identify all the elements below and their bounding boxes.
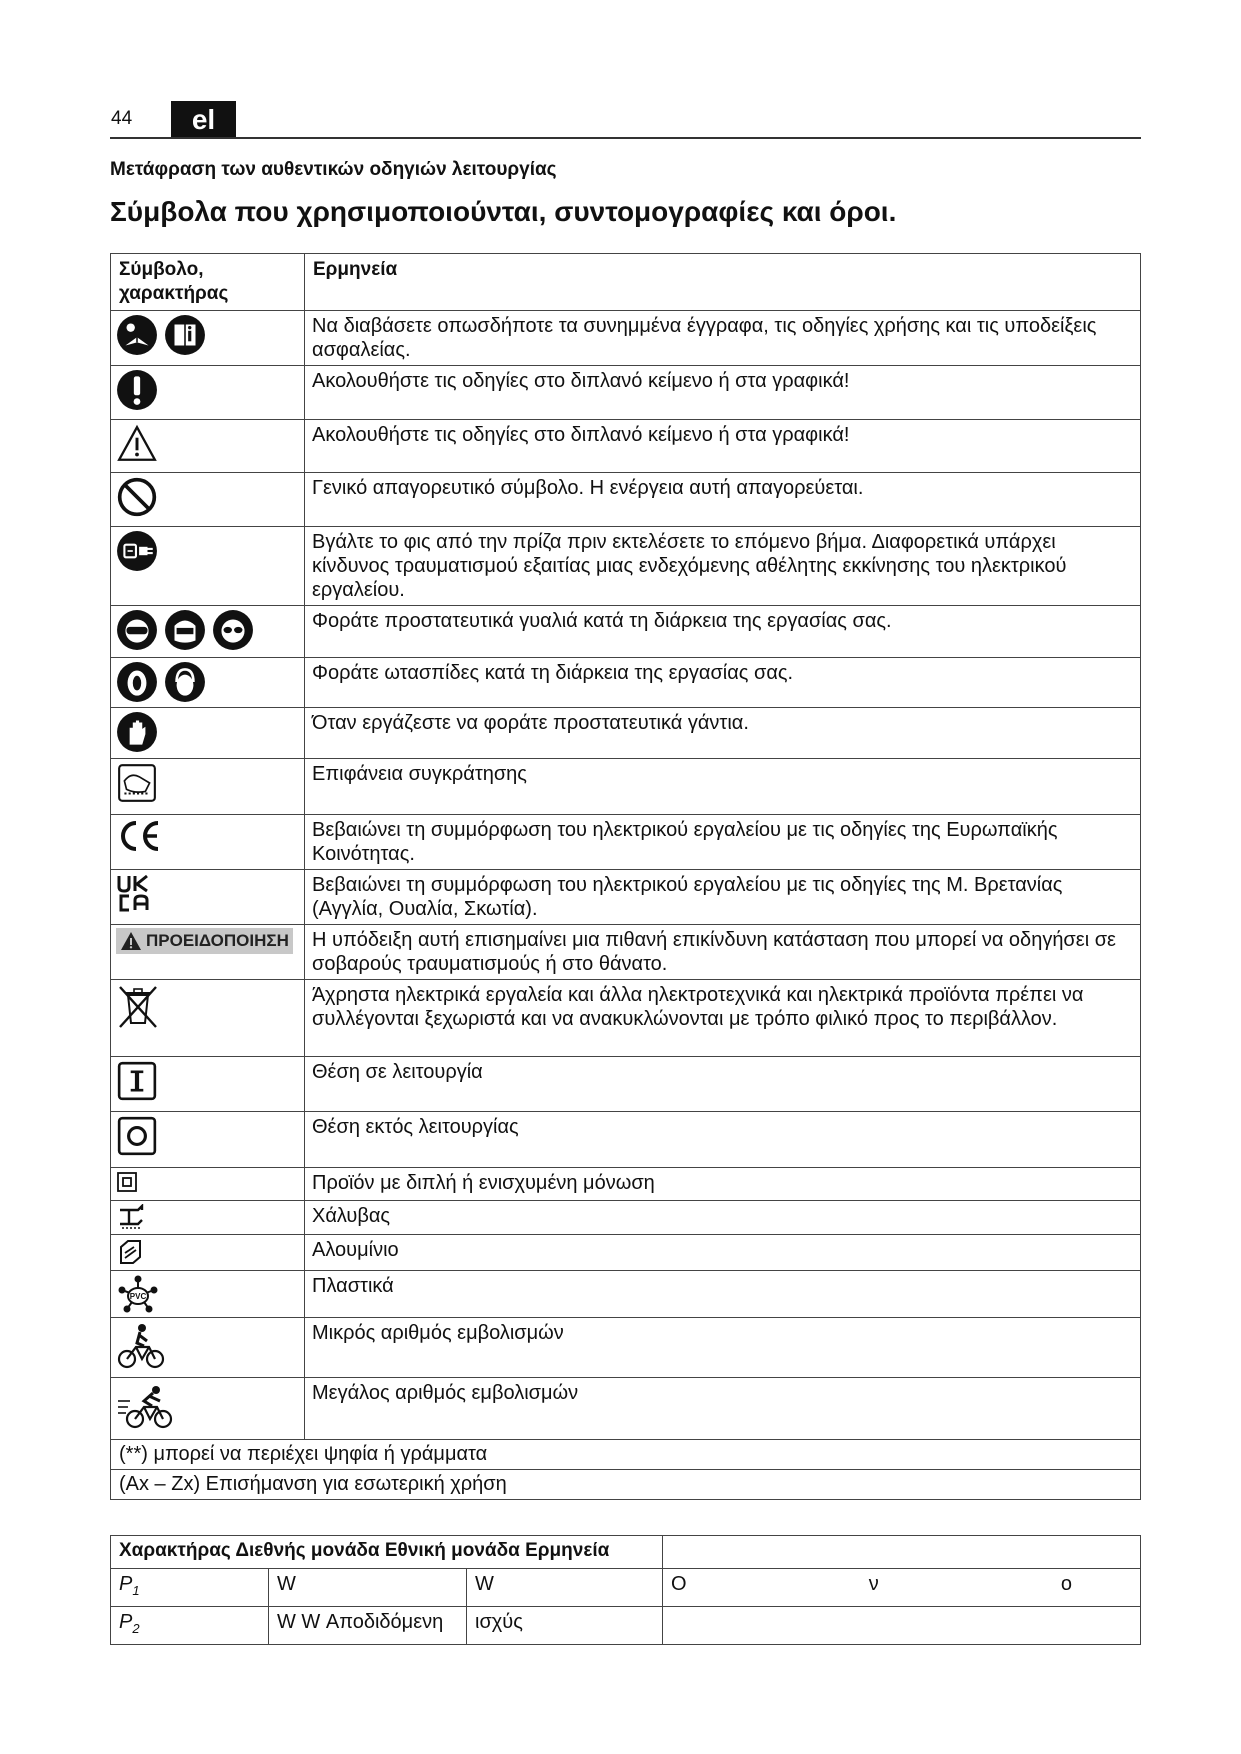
unit-meaning: O ν ο <box>663 1569 1141 1607</box>
face-shield-icon <box>164 609 206 651</box>
table-row <box>111 759 1141 815</box>
units-header-row <box>111 1536 1141 1569</box>
table-row <box>111 366 1141 420</box>
symbol-meaning: Ακολουθήστε τις οδηγίες στο διπλανό κείμενο ή στα γραφικά! <box>305 420 1141 473</box>
table-note-row <box>111 1440 1141 1470</box>
table-row <box>111 1318 1141 1378</box>
warning-label-text: ΠΡΟΕΙΔΟΠΟΙΗΣΗ <box>146 931 289 950</box>
symbol-meaning: Η υπόδειξη αυτή επισημαίνει μια πιθανή επικίνδυνη κατάσταση που μπορεί να οδηγήσει σε σοβαρούς τραυματισμούς ή στο θάνατο. <box>305 925 1141 980</box>
symbol-meaning: Θέση εκτός λειτουργίας <box>305 1112 1141 1168</box>
table-row <box>111 311 1141 366</box>
warning-label-icon <box>116 928 293 954</box>
table-row <box>111 606 1141 658</box>
mandatory-exclamation-icon <box>116 369 158 411</box>
symbol-meaning: Προϊόν με διπλή ή ενισχυμένη μόνωση <box>305 1168 1141 1201</box>
table-row <box>111 1607 1141 1645</box>
safety-glasses-icon <box>212 609 254 651</box>
language-tab: el <box>171 101 236 139</box>
ear-protection-icon <box>116 661 158 703</box>
document-subtitle: Μετάφραση των αυθεντικών οδηγιών λειτουργίας <box>110 159 557 180</box>
section-title: Σύμβολα που χρησιμοποιούνται, συντομογραφίες και όροι. <box>110 196 897 227</box>
intl-unit: W W Αποδιδόμενη <box>269 1607 467 1645</box>
gloves-icon <box>116 711 158 753</box>
weee-bin-icon <box>116 983 160 1031</box>
ear-muffs-icon <box>164 661 206 703</box>
table-row <box>111 1569 1141 1607</box>
table-row <box>111 1057 1141 1112</box>
table-row <box>111 420 1141 473</box>
aluminium-icon <box>116 1238 146 1266</box>
symbol-meaning: Αλουμίνιο <box>305 1235 1141 1271</box>
symbol-meaning: Όταν εργάζεστε να φοράτε προστατευτικά γάντια. <box>305 708 1141 759</box>
svg-text:PVC: PVC <box>129 1292 147 1301</box>
table-row <box>111 473 1141 527</box>
symbol-meaning: Φοράτε προστατευτικά γυαλιά κατά τη διάρκεια της εργασίας σας. <box>305 606 1141 658</box>
table-row <box>111 1168 1141 1201</box>
warning-triangle-icon <box>116 423 158 465</box>
unit-symbol: $P_2$ <box>111 1607 269 1645</box>
symbol-meaning: Να διαβάσετε οπωσδήποτε τα συνημμένα έγγραφα, τις οδηγίες χρήσης και τις υποδείξεις ασφαλείας. <box>305 311 1141 366</box>
table-row <box>111 658 1141 708</box>
table-row <box>111 1378 1141 1440</box>
unit-symbol: $P_1$ <box>111 1569 269 1607</box>
table-row <box>111 527 1141 606</box>
symbol-meaning: Βεβαιώνει τη συμμόρφωση του ηλεκτρικού εργαλείου με τις οδηγίες της Μ. Βρετανίας (Αγγλία, Ουαλία, Σκωτία). <box>305 870 1141 925</box>
ce-mark-icon <box>116 818 162 854</box>
symbol-meaning: Γενικό απαγορευτικό σύμβολο. Η ενέργεια αυτή απαγορεύεται. <box>305 473 1141 527</box>
natl-unit: ισχύς <box>467 1607 663 1645</box>
power-off-icon <box>116 1115 158 1157</box>
prohibition-icon <box>116 476 158 518</box>
unit-meaning <box>663 1607 1141 1645</box>
page-number: 44 <box>111 108 133 129</box>
symbol-meaning: Βγάλτε το φις από την πρίζα πριν εκτελέσετε το επόμενο βήμα. Διαφορετικά υπάρχει κίνδυνος τραυματισμού εξαιτίας μιας ενδεχόμενης αθέλητης εκκίνησης του ηλεκτρικού εργαλείου. <box>305 527 1141 606</box>
fast-bicycle-icon <box>116 1381 174 1431</box>
table-row <box>111 1271 1141 1318</box>
symbols-table <box>110 253 1141 1500</box>
header-rule <box>110 137 1141 139</box>
table-row <box>111 870 1141 925</box>
steel-icon <box>116 1204 146 1230</box>
power-on-icon <box>116 1060 158 1102</box>
natl-unit: W <box>467 1569 663 1607</box>
info-book-icon <box>164 314 206 356</box>
grip-surface-icon <box>116 762 158 804</box>
units-header-empty <box>663 1536 1141 1569</box>
slow-bicycle-icon <box>116 1321 166 1371</box>
table-row <box>111 708 1141 759</box>
symbol-meaning: Βεβαιώνει τη συμμόρφωση του ηλεκτρικού εργαλείου με τις οδηγίες της Ευρωπαϊκής Κοινότητας. <box>305 815 1141 870</box>
table-note-row <box>111 1470 1141 1500</box>
table-row <box>111 1201 1141 1235</box>
table-row <box>111 925 1141 980</box>
table-row <box>111 815 1141 870</box>
units-header: Χαρακτήρας Διεθνής μονάδα Εθνική μονάδα Ερμηνεία <box>111 1536 663 1569</box>
symbol-meaning: Επιφάνεια συγκράτησης <box>305 759 1141 815</box>
symbol-meaning: Πλαστικά <box>305 1271 1141 1318</box>
table-header-row <box>111 254 1141 311</box>
symbol-meaning: Θέση σε λειτουργία <box>305 1057 1141 1112</box>
symbol-meaning: Μικρός αριθμός εμβολισμών <box>305 1318 1141 1378</box>
unplug-icon <box>116 530 158 572</box>
pvc-plastic-icon <box>116 1274 160 1314</box>
symbol-meaning: Άχρηστα ηλεκτρικά εργαλεία και άλλα ηλεκτροτεχνικά και ηλεκτρικά προϊόντα πρέπει να συλλέγονται ξεχωριστά και να ανακυκλώνονται με τρόπο φιλικό προς το περιβάλλον. <box>305 980 1141 1057</box>
table-row <box>111 1112 1141 1168</box>
table-row <box>111 980 1141 1057</box>
table-note: (Ax – Zx) Επισήμανση για εσωτερική χρήση <box>111 1470 1141 1500</box>
goggles-icon <box>116 609 158 651</box>
symbol-meaning: Μεγάλος αριθμός εμβολισμών <box>305 1378 1141 1440</box>
table-note: (**) μπορεί να περιέχει ψηφία ή γράμματα <box>111 1440 1141 1470</box>
symbol-meaning: Ακολουθήστε τις οδηγίες στο διπλανό κείμενο ή στα γραφικά! <box>305 366 1141 420</box>
symbol-meaning: Χάλυβας <box>305 1201 1141 1235</box>
double-insulation-icon <box>116 1171 138 1193</box>
intl-unit: W <box>269 1569 467 1607</box>
symbol-column-header: Σύμβολο, χαρακτήρας <box>111 254 305 311</box>
symbol-meaning: Φοράτε ωτασπίδες κατά τη διάρκεια της εργασίας σας. <box>305 658 1141 708</box>
read-manual-icon <box>116 314 158 356</box>
units-table <box>110 1535 1141 1645</box>
table-row <box>111 1235 1141 1271</box>
ukca-mark-icon <box>116 873 150 913</box>
meaning-column-header: Ερμηνεία <box>305 254 1141 311</box>
